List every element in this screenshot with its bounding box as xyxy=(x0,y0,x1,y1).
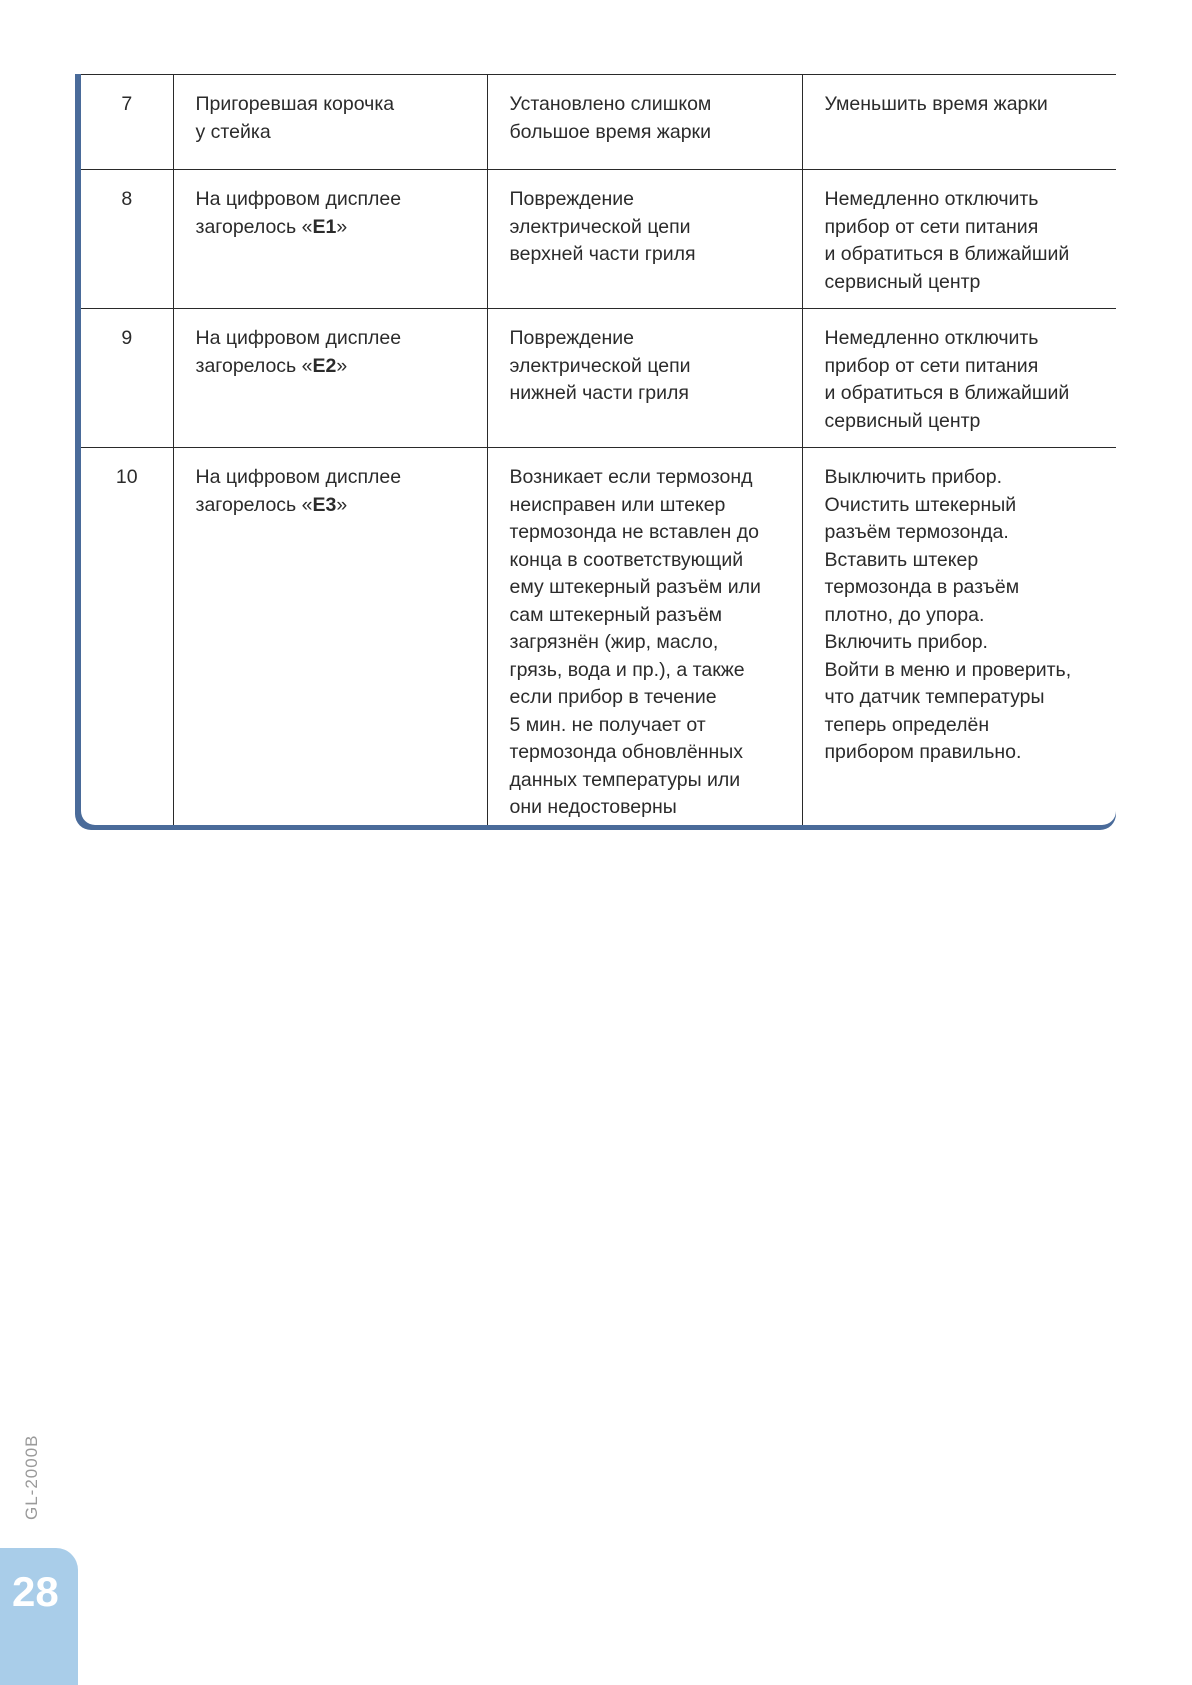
row-number: 10 xyxy=(81,448,173,826)
solution-cell: Уменьшить время жарки xyxy=(802,75,1116,170)
problem-text: На цифровом дисплее загорелось « xyxy=(195,327,402,377)
problem-cell: Пригоревшая корочка у стейка xyxy=(173,75,487,170)
table-row xyxy=(81,170,1116,309)
row-number: 7 xyxy=(81,75,173,170)
error-code: E3 xyxy=(312,493,337,516)
problem-text-end: » xyxy=(336,354,348,377)
error-code: E2 xyxy=(312,354,337,377)
problem-text: На цифровом дисплее загорелось « xyxy=(195,466,402,516)
table-row xyxy=(81,448,1116,826)
error-code: E1 xyxy=(312,215,337,238)
cause-cell: Установлено слишком большое время жарки xyxy=(487,75,802,170)
problem-cell xyxy=(173,309,487,448)
row-number: 8 xyxy=(81,170,173,309)
troubleshooting-table-frame xyxy=(75,74,1116,830)
solution-cell: Немедленно отключить прибор от сети питания и обратиться в ближайший сервисный центр xyxy=(802,170,1116,309)
problem-text-end: » xyxy=(336,215,348,238)
problem-cell xyxy=(173,448,487,826)
page-number: 28 xyxy=(12,1568,59,1615)
problem-text-end: » xyxy=(336,493,348,516)
problem-cell xyxy=(173,170,487,309)
solution-cell: Выключить прибор. Очистить штекерный разъём термозонда. Вставить штекер термозонда в разъём плотно, до упора. Включить прибор. Войти в меню и проверить, что датчик температуры теперь определён прибором правильно. xyxy=(802,448,1116,826)
model-label: GL-2000B xyxy=(22,1434,41,1520)
cause-cell: Возникает если термозонд неисправен или штекер термозонда не вставлен до конца в соответствующий ему штекерный разъём или сам штекерный разъём загрязнён (жир, масло, грязь, вода и пр.), а также если прибор в течение 5 мин. не получает от термозонда обновлённых данных температуры или они недостоверны xyxy=(487,448,802,826)
cause-cell: Повреждение электрической цепи нижней части гриля xyxy=(487,309,802,448)
table-row xyxy=(81,309,1116,448)
troubleshooting-table-container xyxy=(81,74,1116,825)
problem-text: На цифровом дисплее загорелось « xyxy=(195,188,402,238)
row-number: 9 xyxy=(81,309,173,448)
solution-cell: Немедленно отключить прибор от сети питания и обратиться в ближайший сервисный центр xyxy=(802,309,1116,448)
cause-cell: Повреждение электрической цепи верхней части гриля xyxy=(487,170,802,309)
troubleshooting-table xyxy=(81,74,1116,825)
table-row xyxy=(81,75,1116,170)
